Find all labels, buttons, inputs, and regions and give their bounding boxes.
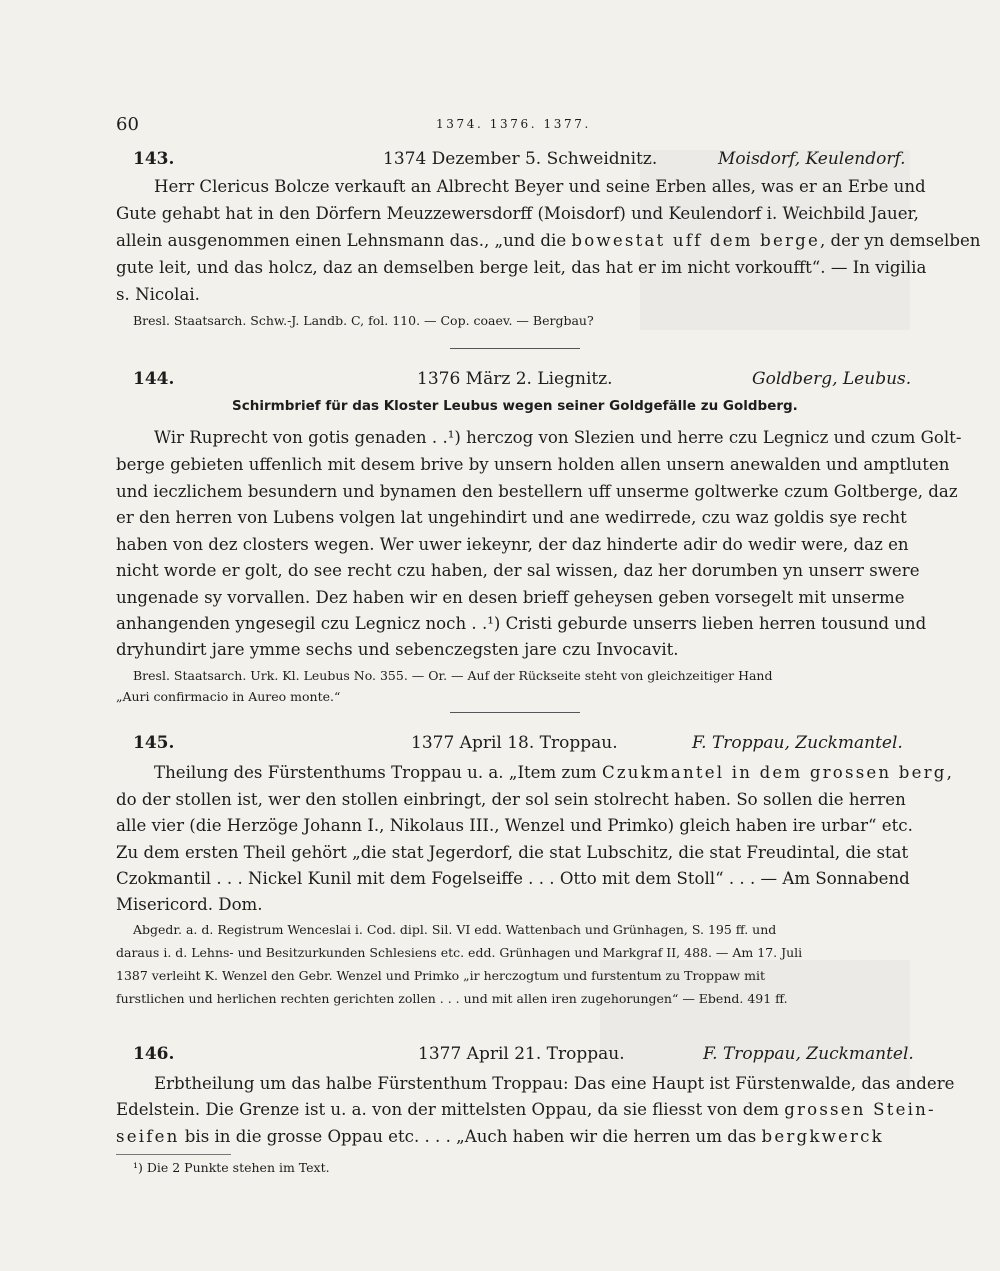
entry-143-line-5: s. Nicolai. — [116, 285, 200, 304]
entry-separator — [450, 348, 580, 349]
entry-145-line-2: do der stollen ist, wer den stollen einbringt, der sol sein stolrecht haben. So sollen die herren — [116, 790, 906, 809]
entry-146-line-2: Edelstein. Die Grenze ist u. a. von der mittelsten Oppau, da sie fliesst von dem grossen Stein- — [116, 1100, 936, 1119]
entry-143-line-2: Gute gehabt hat in den Dörfern Meuzzewersdorff (Moisdorf) und Keulendorf i. Weichbild Jauer, — [116, 204, 919, 223]
entry-144-line-8: anhangenden yngesegil czu Legnicz noch . .¹) Cristi geburde unserrs lieben herren tousund und — [116, 614, 927, 633]
entry-145-source-3: 1387 verleiht K. Wenzel den Gebr. Wenzel und Primko „ir herczogtum und furstentum zu Troppaw mit — [116, 968, 765, 983]
entry-143-line-4: gute leit, und das holcz, daz an demselben berge leit, das hat er im nicht vorkoufft“. — In vigilia — [116, 258, 927, 277]
entry-145-date-place: 1377 April 18. Troppau. — [411, 733, 618, 753]
entry-144-line-7: ungenade sy vorvallen. Dez haben wir en desen brieff geheysen geben vorsegelt mit unserme — [116, 588, 905, 607]
footnote: ¹) Die 2 Punkte stehen im Text. — [133, 1160, 330, 1175]
entry-143-places: Moisdorf, Keulendorf. — [718, 149, 906, 169]
entry-144-line-4: er den herren von Lubens volgen lat ungehindirt und ane wedirrede, czu waz goldis sye recht — [116, 508, 907, 527]
entry-144-line-2: berge gebieten uffenlich mit desem brive by unsern holden allen unsern anewalden und amptluten — [116, 455, 950, 474]
entry-144-line-9: dryhundirt jare ymme sechs und sebenczegsten jare czu Invocavit. — [116, 640, 679, 659]
entry-143-date-place: 1374 Dezember 5. Schweidnitz. — [383, 149, 658, 169]
entry-146-line-3: seifen bis in die grosse Oppau etc. . . . „Auch haben wir die herren um das bergkwerck — [116, 1127, 884, 1146]
running-head: 1374. 1376. 1377. — [436, 117, 591, 131]
entry-separator — [450, 712, 580, 713]
entry-146-line-1: Erbtheilung um das halbe Fürstenthum Troppau: Das eine Haupt ist Fürstenwalde, das andere — [154, 1074, 955, 1093]
entry-144-title: Schirmbrief für das Kloster Leubus wegen seiner Goldgefälle zu Goldberg. — [232, 398, 798, 414]
entry-144-line-3: und ieczlichem besundern und bynamen den bestellern uff unserme goltwerke czum Goltberge, daz — [116, 482, 958, 501]
entry-143-number: 143. — [133, 149, 175, 169]
entry-143-line-3: allein ausgenommen einen Lehnsmann das., „und die bowestat uff dem berge, der yn demselben — [116, 231, 981, 250]
entry-145-line-5: Czokmantil . . . Nickel Kunil mit dem Fogelseiffe . . . Otto mit dem Stoll“ . . . — Am Sonnabend — [116, 869, 910, 888]
entry-143-line-1: Herr Clericus Bolcze verkauft an Albrecht Beyer und seine Erben alles, was er an Erbe und — [154, 177, 926, 196]
entry-145-line-1: Theilung des Fürstenthums Troppau u. a. „Item zum Czukmantel in dem grossen berg, — [154, 763, 952, 782]
entry-146-date-place: 1377 April 21. Troppau. — [418, 1044, 625, 1064]
entry-145-places: F. Troppau, Zuckmantel. — [692, 733, 903, 753]
entry-145-line-6: Misericord. Dom. — [116, 895, 263, 914]
entry-145-source-4: furstlichen und herlichen rechten gerichten zollen . . . und mit allen iren zugehorungen“ — Ebend. 491 ff. — [116, 991, 788, 1006]
entry-144-line-6: nicht worde er golt, do see recht czu haben, der sal wissen, daz her dorumben yn unserr swere — [116, 561, 920, 580]
entry-145-line-3: alle vier (die Herzöge Johann I., Nikolaus III., Wenzel und Primko) gleich haben ire urbar“ etc. — [116, 816, 913, 835]
page-number: 60 — [116, 114, 139, 135]
entry-144-date-place: 1376 März 2. Liegnitz. — [417, 369, 613, 389]
entry-144-source-1: Bresl. Staatsarch. Urk. Kl. Leubus No. 355. — Or. — Auf der Rückseite steht von gleichzeitiger Hand — [133, 668, 773, 683]
entry-145-number: 145. — [133, 733, 175, 753]
entry-145-source-1: Abgedr. a. d. Registrum Wenceslai i. Cod. dipl. Sil. VI edd. Wattenbach und Grünhagen, S. 195 ff. und — [133, 922, 777, 937]
entry-144-number: 144. — [133, 369, 175, 389]
entry-144-line-5: haben von dez closters wegen. Wer uwer iekeynr, der daz hinderte adir do wedir were, daz en — [116, 535, 909, 554]
entry-143-source: Bresl. Staatsarch. Schw.-J. Landb. C, fol. 110. — Cop. coaev. — Bergbau? — [133, 313, 594, 328]
entry-145-source-2: daraus i. d. Lehns- und Besitzurkunden Schlesiens etc. edd. Grünhagen und Markgraf II, 488. — Am 17. Juli — [116, 945, 803, 960]
entry-144-line-1: Wir Ruprecht von gotis genaden . .¹) herczog von Slezien und herre czu Legnicz und czum Golt- — [154, 428, 962, 447]
entry-145-line-4: Zu dem ersten Theil gehört „die stat Jegerdorf, die stat Lubschitz, die stat Freudintal, die stat — [116, 843, 909, 862]
footnote-rule — [116, 1154, 231, 1155]
entry-146-number: 146. — [133, 1044, 175, 1064]
entry-144-places: Goldberg, Leubus. — [752, 369, 912, 389]
entry-146-places: F. Troppau, Zuckmantel. — [703, 1044, 914, 1064]
entry-144-source-2: „Auri confirmacio in Aureo monte.“ — [116, 689, 341, 704]
